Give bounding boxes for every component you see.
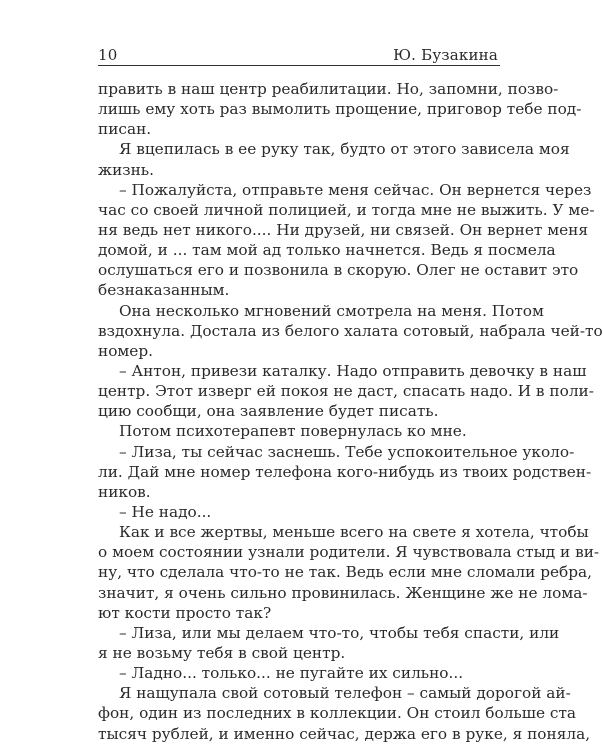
text-line: править в наш центр реабилитации. Но, запомни, позво- [98,80,559,98]
text-line: номер. [98,341,154,360]
running-header [98,38,498,64]
header-rule [98,65,500,66]
text-line: ют кости просто так? [98,603,272,622]
text-line: значит, я очень сильно провинилась. Женщине же не лома- [98,583,588,602]
body-text [98,79,603,744]
text-line: я не возьму тебя в свой центр. [98,643,346,662]
text-line: – Не надо... [119,502,212,521]
page-number: 10 [98,46,118,64]
text-line: тысяч рублей, и именно сейчас, держа его в руке, я поняла, [98,724,591,743]
running-head-author: Ю. Бузакина [393,46,498,64]
text-line: безнаказанным. [98,281,230,300]
text-line: Как и все жертвы, меньше всего на свете я хотела, чтобы [119,523,589,542]
text-line: фон, один из последних в коллекции. Он стоил больше ста [98,704,577,723]
text-line: вздохнула. Достала из белого халата сотовый, набрала чей-то [98,321,603,340]
text-line: о моем состоянии узнали родители. Я чувствовала стыд и ви- [98,543,600,562]
text-line: домой, и ... там мой ад только начнется. Ведь я посмела [98,241,556,260]
text-line: – Ладно... только... не пугайте их сильно... [119,664,464,683]
text-line: ников. [98,482,151,501]
text-line: ли. Дай мне номер телефона кого-нибудь из твоих родствен- [98,462,592,481]
text-line: – Антон, привези каталку. Надо отправить девочку в наш [119,361,587,380]
text-line: ня ведь нет никого.... Ни друзей, ни связей. Он вернет меня [98,220,589,239]
text-line: час со своей личной полицией, и тогда мне не выжить. У ме- [98,200,595,219]
text-line: Я нащупала свой сотовый телефон – самый дорогой ай- [119,684,571,703]
text-line: – Лиза, или мы делаем что-то, чтобы тебя спасти, или [119,623,560,642]
text-line: лишь ему хоть раз вымолить прощение, приговор тебе под- [98,100,582,119]
text-line: – Пожалуйста, отправьте меня сейчас. Он вернется через [119,180,592,199]
text-line: писан. [98,120,152,139]
text-line: ослушаться его и позвонила в скорую. Олег не оставит это [98,261,579,280]
text-line: Я вцепилась в ее руку так, будто от этого зависела моя [119,140,570,159]
text-line: жизнь. [98,160,154,179]
text-line: цию сообщи, она заявление будет писать. [98,402,439,421]
text-line: Потом психотерапевт повернулась ко мне. [119,422,467,441]
text-line: Она несколько мгновений смотрела на меня. Потом [119,301,544,320]
text-line: центр. Этот изверг ей покоя не даст, спасать надо. И в поли- [98,382,594,401]
text-line: – Лиза, ты сейчас заснешь. Тебе успокоительное уколо- [119,442,575,461]
text-line: ну, что сделала что-то не так. Ведь если мне сломали ребра, [98,563,593,582]
